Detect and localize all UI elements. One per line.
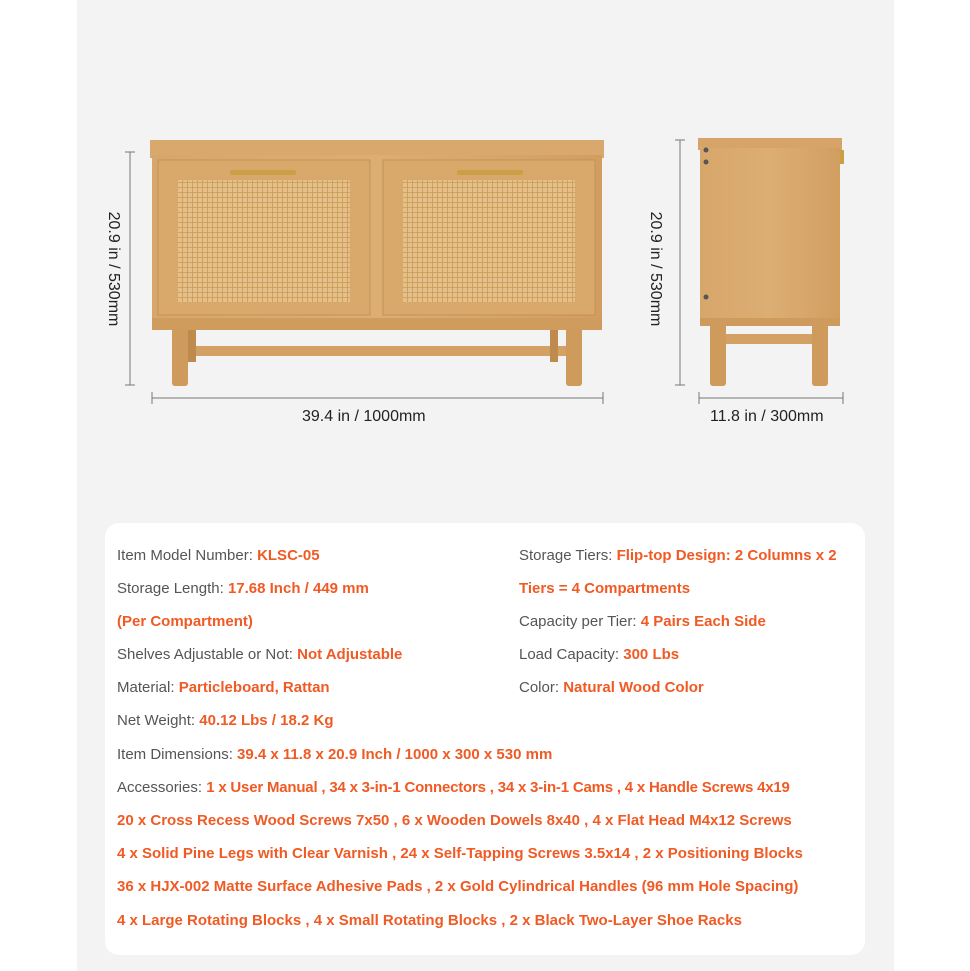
spec-accessories xyxy=(117,778,790,798)
leg xyxy=(172,328,188,386)
spec-value: KLSC-05 xyxy=(257,547,320,564)
base-rail xyxy=(152,318,602,330)
spec-value: 39.4 x 11.8 x 20.9 Inch / 1000 x 300 x 530 mm xyxy=(237,746,553,763)
spec-value: 4 Pairs Each Side xyxy=(640,613,766,630)
spec-material xyxy=(117,678,330,698)
spec-load xyxy=(519,645,679,665)
spec-value: 17.68 Inch / 449 mm xyxy=(227,580,369,597)
spec-storage-length-note xyxy=(117,612,253,632)
hinge-dot xyxy=(704,148,709,153)
spec-storage-tiers xyxy=(519,546,837,566)
side-handle xyxy=(840,150,844,164)
side-depth-label: 11.8 in / 300mm xyxy=(710,408,824,425)
spec-label: Item Model Number: xyxy=(117,547,253,564)
spec-label: Load Capacity: xyxy=(519,646,620,663)
spec-net-weight xyxy=(117,711,334,731)
spec-label: Storage Tiers: xyxy=(519,547,613,564)
front-width-label: 39.4 in / 1000mm xyxy=(302,408,426,425)
spec-model xyxy=(117,546,320,566)
leg-rear xyxy=(188,330,196,362)
spec-storage-length xyxy=(117,579,369,599)
accessories-line: 36 x HJX-002 Matte Surface Adhesive Pads , 2 x Gold Cylindrical Handles (96 mm Hole Spacing) xyxy=(117,878,799,895)
spec-value: Not Adjustable xyxy=(297,646,403,663)
spec-label: Accessories: xyxy=(117,779,203,796)
hinge-dot xyxy=(704,160,709,165)
spec-label: Shelves Adjustable or Not: xyxy=(117,646,293,663)
right-handle xyxy=(457,170,523,175)
front-height-label: 20.9 in / 530mm xyxy=(105,211,122,327)
spec-label: Net Weight: xyxy=(117,712,196,729)
hinge-dot xyxy=(704,295,709,300)
side-leg xyxy=(812,324,828,386)
spec-label: Storage Length: xyxy=(117,580,224,597)
right-rattan-panel xyxy=(403,180,575,302)
spec-value: 300 Lbs xyxy=(623,646,680,663)
spec-item-dimensions xyxy=(117,745,552,765)
side-panel xyxy=(700,148,840,320)
spec-label: Material: xyxy=(117,679,175,696)
leg-rear xyxy=(550,330,558,362)
lower-stretcher xyxy=(185,346,570,356)
side-height-label: 20.9 in / 530mm xyxy=(647,211,664,327)
side-view xyxy=(698,138,844,386)
spec-value: 40.12 Lbs / 18.2 Kg xyxy=(199,712,334,729)
spec-label: Item Dimensions: xyxy=(117,746,233,763)
spec-value: Particleboard, Rattan xyxy=(178,679,330,696)
spec-storage-tiers-cont xyxy=(519,579,690,599)
accessories-line: 4 x Solid Pine Legs with Clear Varnish , 24 x Self-Tapping Screws 3.5x14 , 2 x Positioning Blocks xyxy=(117,845,803,862)
spec-value: Flip-top Design: 2 Columns x 2 xyxy=(616,547,837,564)
spec-value: Natural Wood Color xyxy=(563,679,704,696)
spec-value: 1 x User Manual , 34 x 3-in-1 Connectors , 34 x 3-in-1 Cams , 4 x Handle Screws 4x19 xyxy=(206,779,790,796)
spec-value: (Per Compartment) xyxy=(117,613,253,630)
left-rattan-panel xyxy=(178,180,350,302)
spec-color xyxy=(519,678,704,698)
spec-label: Capacity per Tier: xyxy=(519,613,637,630)
spec-value: Tiers = 4 Compartments xyxy=(519,580,691,597)
front-view xyxy=(150,140,604,386)
left-handle xyxy=(230,170,296,175)
spec-shelves xyxy=(117,645,402,665)
accessories-line: 20 x Cross Recess Wood Screws 7x50 , 6 x Wooden Dowels 8x40 , 4 x Flat Head M4x12 Screws xyxy=(117,812,792,829)
accessories-line: 4 x Large Rotating Blocks , 4 x Small Rotating Blocks , 2 x Black Two-Layer Shoe Racks xyxy=(117,912,742,929)
spec-capacity xyxy=(519,612,766,632)
side-stretcher xyxy=(725,334,817,344)
side-leg xyxy=(710,324,726,386)
leg xyxy=(566,328,582,386)
spec-label: Color: xyxy=(519,679,560,696)
